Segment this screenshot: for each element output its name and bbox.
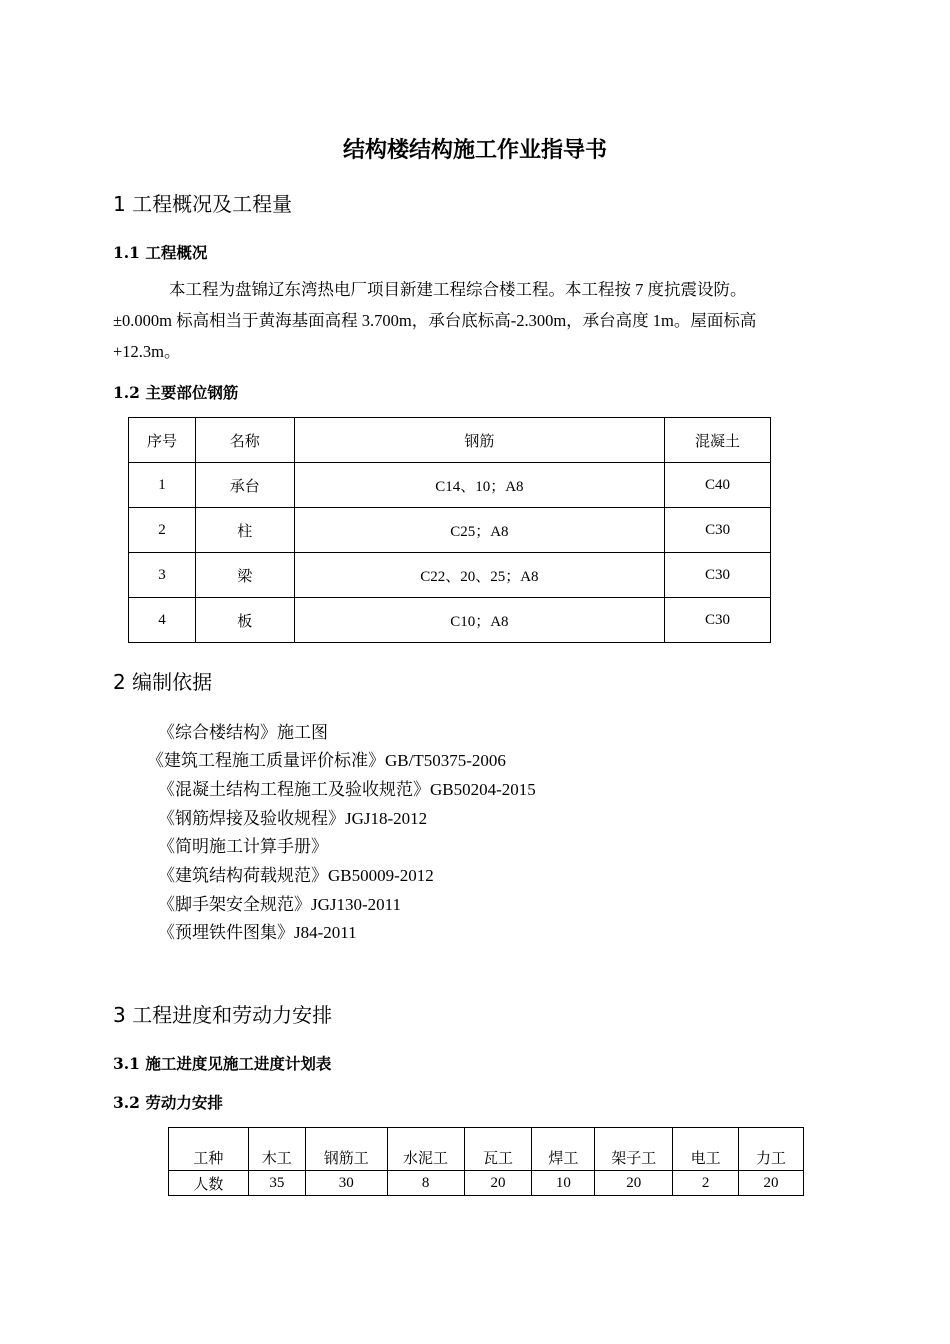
table-cell: C10；A8 (294, 598, 664, 643)
header-cell: 焊工 (532, 1128, 595, 1171)
labor-table (168, 1127, 804, 1196)
labor-header-row (169, 1128, 804, 1171)
header-cell: 名称 (195, 418, 294, 463)
table-cell: 10 (532, 1171, 595, 1196)
reference-item: 《综合楼结构》施工图 (158, 723, 328, 742)
table-cell: 3 (129, 553, 196, 598)
table-cell: C22、20、25；A8 (294, 553, 664, 598)
header-cell: 瓦工 (464, 1128, 532, 1171)
document-title: 结构楼结构施工作业指导书 (342, 138, 607, 163)
reference-item: 《预埋铁件图集》J84-2011 (158, 923, 357, 942)
table-row (129, 463, 771, 508)
table-cell: 梁 (195, 553, 294, 598)
header-cell: 力工 (739, 1128, 804, 1171)
table-cell: 35 (248, 1171, 305, 1196)
table-cell: C30 (665, 508, 771, 553)
header-cell: 钢筋 (294, 418, 664, 463)
table-cell: 20 (595, 1171, 673, 1196)
table-cell: 8 (387, 1171, 464, 1196)
reference-item: 《建筑结构荷载规范》GB50009-2012 (158, 866, 434, 885)
table-cell: 人数 (169, 1171, 249, 1196)
reference-item: 《简明施工计算手册》 (158, 837, 328, 856)
reference-item: 《脚手架安全规范》JGJ130-2011 (158, 895, 402, 914)
table-cell: 柱 (195, 508, 294, 553)
section-1-2-heading: 1.2 主要部位钢筋 (113, 383, 239, 402)
reference-item: 《钢筋焊接及验收规程》JGJ18-2012 (158, 809, 428, 828)
rebar-table (128, 417, 771, 643)
table-row (129, 598, 771, 643)
table-cell: 30 (305, 1171, 387, 1196)
section-3-2-heading: 3.2 劳动力安排 (113, 1093, 223, 1112)
table-cell: 1 (129, 463, 196, 508)
header-cell: 钢筋工 (305, 1128, 387, 1171)
header-cell: 电工 (673, 1128, 739, 1171)
section-1-heading: 1 工程概况及工程量 (113, 192, 293, 216)
reference-item: 《混凝土结构工程施工及验收规范》GB50204-2015 (158, 780, 536, 799)
table-cell: 20 (464, 1171, 532, 1196)
table-row (129, 553, 771, 598)
table-cell: C40 (665, 463, 771, 508)
table-cell: C25；A8 (294, 508, 664, 553)
labor-value-row (169, 1171, 804, 1196)
table-cell: 2 (129, 508, 196, 553)
overview-line-2: ±0.000m 标高相当于黄海基面高程 3.700m，承台底标高-2.300m，承台高度 1m。屋面标高 (113, 311, 757, 330)
table-cell: C30 (665, 598, 771, 643)
table-cell: C30 (665, 553, 771, 598)
header-cell: 序号 (129, 418, 196, 463)
table-header-row (129, 418, 771, 463)
overview-line-3: +12.3m。 (113, 342, 181, 361)
reference-item: 《建筑工程施工质量评价标准》GB/T50375-2006 (147, 751, 506, 770)
table-row (129, 508, 771, 553)
section-2-heading: 2 编制依据 (113, 670, 213, 694)
section-1-1-heading: 1.1 工程概况 (113, 243, 208, 262)
header-cell: 混凝土 (665, 418, 771, 463)
table-cell: 20 (739, 1171, 804, 1196)
header-cell: 架子工 (595, 1128, 673, 1171)
overview-line-1: 本工程为盘锦辽东湾热电厂项目新建工程综合楼工程。本工程按 7 度抗震设防。 (169, 280, 747, 299)
table-cell: 承台 (195, 463, 294, 508)
header-cell: 水泥工 (387, 1128, 464, 1171)
section-3-1-heading: 3.1 施工进度见施工进度计划表 (113, 1054, 332, 1073)
section-3-heading: 3 工程进度和劳动力安排 (113, 1003, 333, 1027)
header-cell: 工种 (169, 1128, 249, 1171)
table-cell: C14、10；A8 (294, 463, 664, 508)
table-cell: 板 (195, 598, 294, 643)
table-cell: 4 (129, 598, 196, 643)
table-cell: 2 (673, 1171, 739, 1196)
header-cell: 木工 (248, 1128, 305, 1171)
overview-paragraph (113, 274, 861, 367)
